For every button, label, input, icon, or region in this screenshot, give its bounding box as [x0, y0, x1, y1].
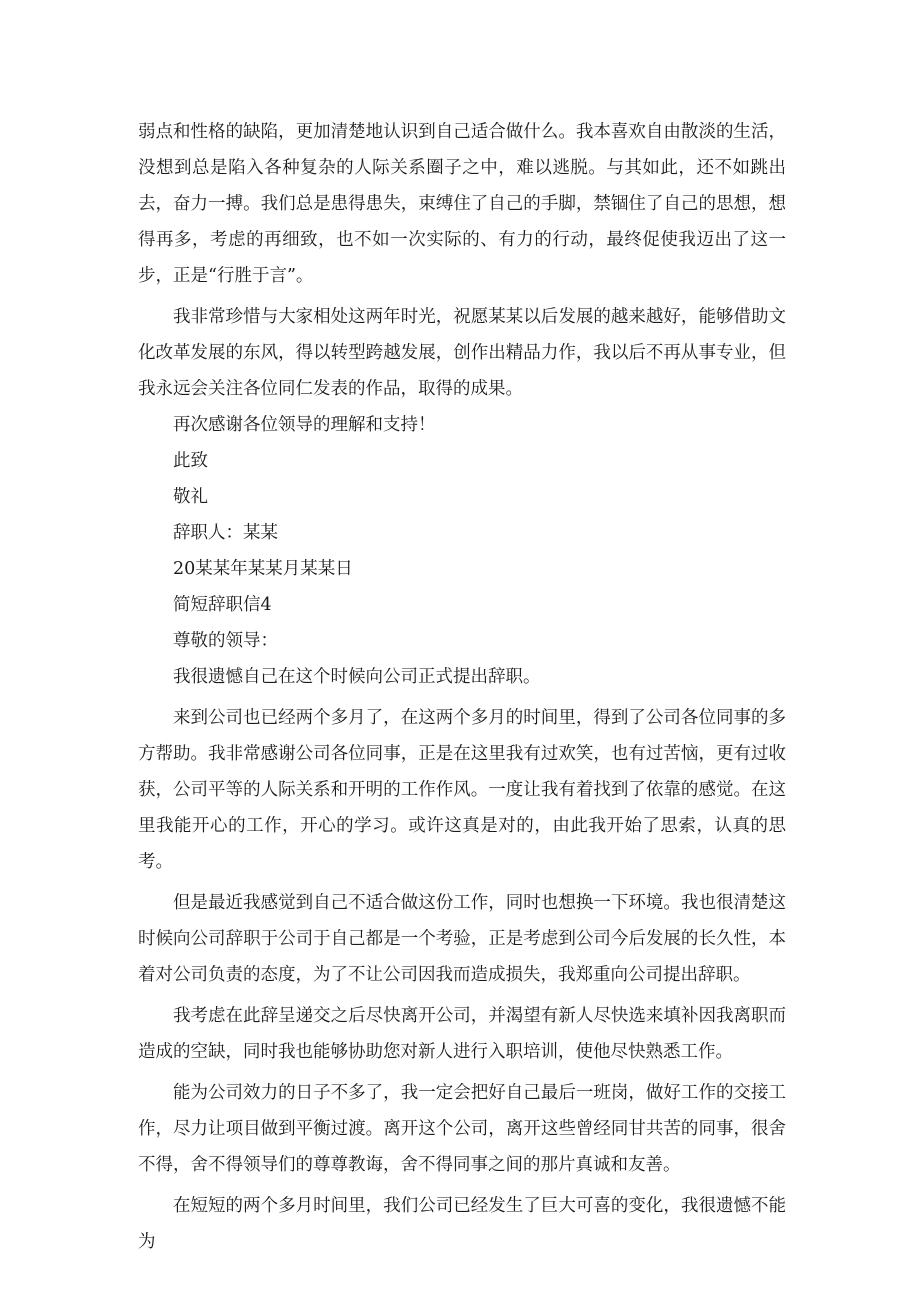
opening-statement: 我很遗憾自己在这个时候向公司正式提出辞职。 [173, 667, 541, 687]
paragraph-changes: 在短短的两个多月时间里，我们公司已经发生了巨大可喜的变化，我很遗憾不能为 [138, 1196, 786, 1252]
paragraph-reason: 但是最近我感觉到自己不适合做这份工作，同时也想换一下环境。我也很清楚这时候向公司辞职于公司于自己都是一个考验，正是考虑到公司今后发展的长久性，本着对公司负责的态度，为了不让公司因我而造成损失，我郑重向公司提出辞职。 [138, 893, 786, 985]
paragraph-farewell: 能为公司效力的日子不多了，我一定会把好自己最后一班岗，做好工作的交接工作，尽力让项目做到平衡过渡。离开这个公司，离开这些曾经同甘共苦的同事，很舍不得，舍不得领导们的尊尊教诲，舍不得同事之间的那片真诚和友善。 [138, 1083, 786, 1175]
paragraph-handover: 我考虑在此辞呈递交之后尽快离开公司，并渴望有新人尽快选来填补因我离职而造成的空缺，同时我也能够协助您对新人进行入职培训，使他尽快熟悉工作。 [138, 1006, 786, 1062]
closing-salutation: 此致 [173, 451, 208, 471]
signature-line: 辞职人：某某 [173, 523, 278, 543]
paragraph-cherish-time: 我非常珍惜与大家相处这两年时光，祝愿某某以后发展的越来越好，能够借助文化改革发展的东风，得以转型跨越发展，创作出精品力作，我以后不再从事专业，但我永远会关注各位同仁发表的作品，取得的成果。 [138, 307, 786, 399]
paragraph-experience: 来到公司也已经两个多月了，在这两个多月的时间里，得到了公司各位同事的多方帮助。我非常感谢公司各位同事，正是在这里我有过欢笑，也有过苦恼，更有过收获，公司平等的人际关系和开明的工作作风。一度让我有着找到了依靠的感觉。在这里我能开心的工作，开心的学习。或许这真是对的，由此我开始了思索，认真的思考。 [138, 708, 786, 872]
greeting-line: 尊敬的领导： [173, 631, 278, 651]
paragraph-continuation: 弱点和性格的缺陷，更加清楚地认识到自己适合做什么。我本喜欢自由散淡的生活，没想到总是陷入各种复杂的人际关系圈子之中，难以逃脱。与其如此，还不如跳出去，奋力一搏。我们总是患得患失，束缚住了自己的手脚，禁锢住了自己的思想，想得再多，考虑的再细致，也不如一次实际的、有力的行动，最终促使我迈出了这一步，正是“行胜于言”。 [138, 122, 786, 286]
document-page [138, 114, 786, 1260]
closing-regards: 敬礼 [173, 487, 208, 507]
thanks-line: 再次感谢各位领导的理解和支持！ [173, 415, 436, 435]
date-line: 20某某年某某月某某日 [173, 559, 353, 579]
section-title: 简短辞职信4 [173, 595, 272, 615]
